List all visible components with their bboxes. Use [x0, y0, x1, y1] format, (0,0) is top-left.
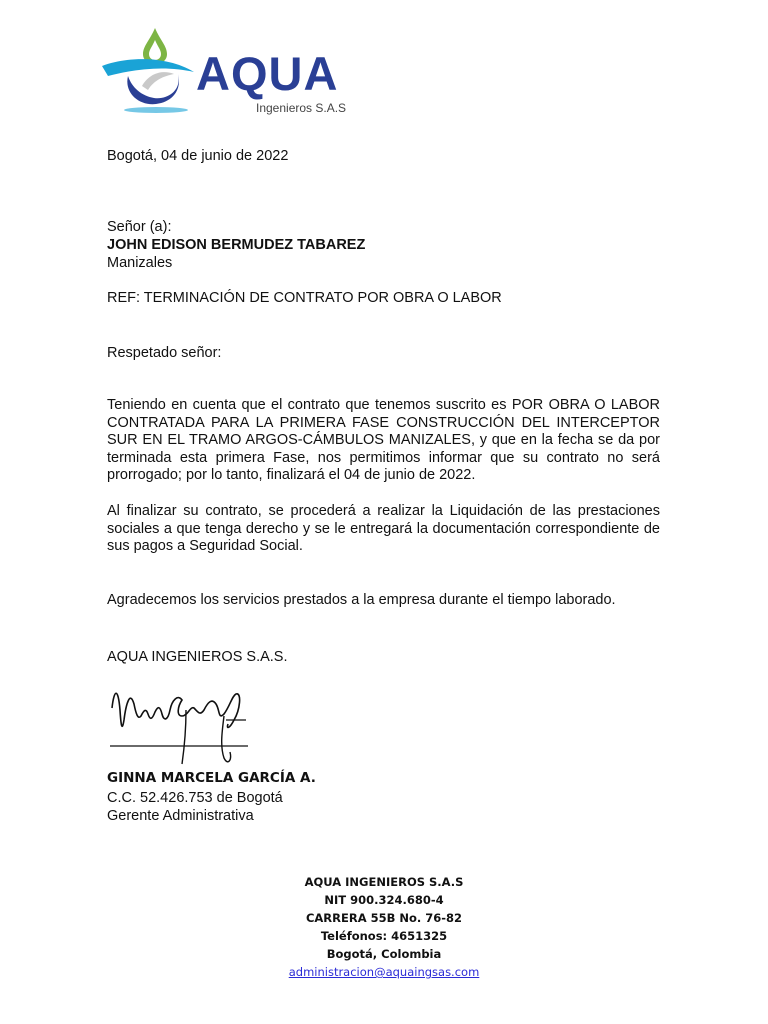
- water-drop-logo-icon: [98, 26, 198, 116]
- letter-date: Bogotá, 04 de junio de 2022: [107, 148, 289, 164]
- handwritten-signature: [108, 680, 268, 775]
- company-logo: [98, 26, 198, 121]
- logo-subtitle: Ingenieros S.A.S: [256, 101, 347, 115]
- footer-nit: NIT 900.324.680-4: [324, 893, 444, 907]
- footer-phones: Teléfonos: 4651325: [320, 929, 448, 943]
- signer-role: Gerente Administrativa: [107, 808, 254, 824]
- signer-id: C.C. 52.426.753 de Bogotá: [107, 790, 283, 806]
- reference-line: REF: TERMINACIÓN DE CONTRATO POR OBRA O LABOR: [107, 290, 502, 306]
- salutation-label: Señor (a):: [107, 219, 172, 235]
- footer-email-link[interactable]: administracion@aquaingsas.com: [288, 965, 480, 979]
- greeting: Respetado señor:: [107, 345, 222, 361]
- signer-name: GINNA MARCELA GARCÍA A.: [107, 770, 316, 786]
- body-paragraph: Al finalizar su contrato, se procederá a realizar la Liquidación de las prestaciones sociales a que tenga derecho y se le entregará la documentación correspondiente de sus pagos a Seguridad Social.: [107, 503, 660, 555]
- recipient-city: Manizales: [107, 255, 173, 271]
- closing-paragraph: Agradecemos los servicios prestados a la empresa durante el tiempo laborado.: [107, 592, 616, 608]
- recipient-name: JOHN EDISON BERMUDEZ TABAREZ: [107, 237, 366, 253]
- footer-city: Bogotá, Colombia: [326, 947, 442, 961]
- body-paragraph: Teniendo en cuenta que el contrato que tenemos suscrito es POR OBRA O LABOR CONTRATADA PARA LA PRIMERA FASE CONSTRUCCIÓN DEL INTERCEPTOR SUR EN EL TRAMO ARGOS-CÁMBULOS MANIZALES, y que en la fecha se da por terminada esta primera Fase, nos permitimos informar que su contrato no será prorrogado; por lo tanto, finalizará el 04 de junio de 2022.: [107, 397, 660, 484]
- footer-company: AQUA INGENIEROS S.A.S: [304, 875, 464, 889]
- footer-address: CARRERA 55B No. 76-82: [305, 911, 463, 925]
- logo-wordmark: AQUA: [196, 47, 339, 100]
- company-signature-line: AQUA INGENIEROS S.A.S.: [107, 649, 288, 665]
